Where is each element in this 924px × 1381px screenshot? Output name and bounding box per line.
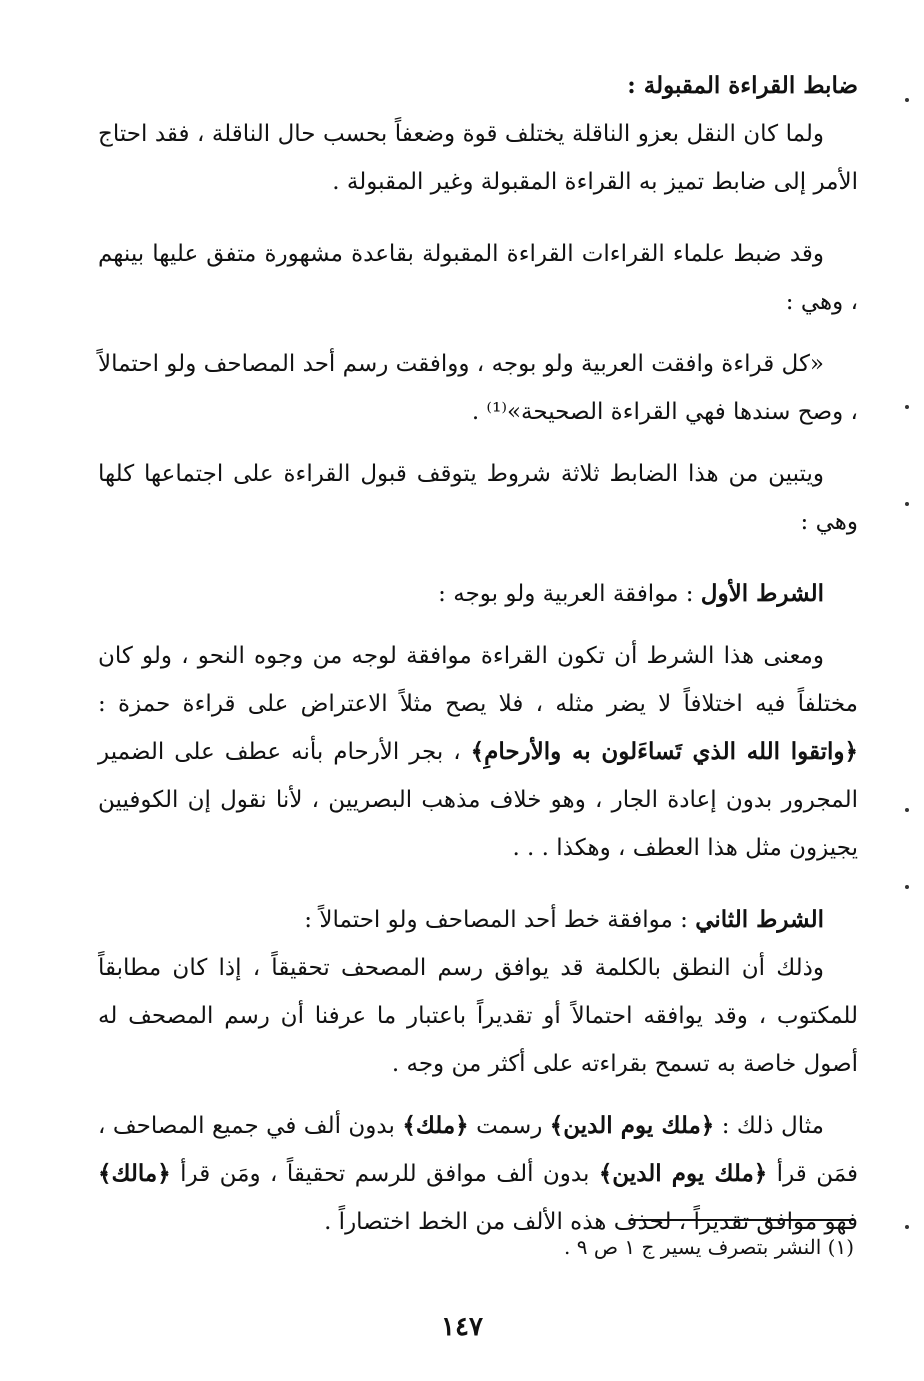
quran-verse: ﴿ملك يوم الدين﴾ bbox=[598, 1160, 768, 1187]
condition-1-heading bbox=[98, 570, 858, 618]
condition-2-title: : موافقة خط أحد المصاحف ولو احتمالاً : bbox=[304, 907, 696, 933]
condition-1-body bbox=[98, 632, 858, 872]
paragraph-rule-intro: وقد ضبط علماء القراءات القراءة المقبولة بقاعدة مشهورة متفق عليها بينهم ، وهي : bbox=[98, 241, 858, 315]
scan-mark bbox=[905, 808, 909, 812]
condition-1-label: الشرط الأول bbox=[700, 580, 824, 607]
quran-verse: ﴿مالك﴾ bbox=[98, 1160, 171, 1187]
page-body bbox=[98, 62, 858, 1246]
condition-2-label: الشرط الثاني bbox=[695, 906, 824, 933]
example-text-4: بدون ألف موافق للرسم تحقيقاً ، ومَن قرأ bbox=[170, 1161, 599, 1187]
condition-1-text-a: ومعنى هذا الشرط أن تكون القراءة موافقة لوجه من وجوه النحو ، ولو كان مختلفاً فيه اختلافاً لا يضر مثله ، فلا يصح مثلاً الاعتراض على قراءة حمزة : bbox=[98, 643, 858, 717]
paragraph-conditions-intro: ويتبين من هذا الضابط ثلاثة شروط يتوقف قبول القراءة على اجتماعها كلها وهي : bbox=[98, 461, 858, 535]
page-number: ١٤٧ bbox=[441, 1312, 483, 1342]
quran-verse: ﴿ملك يوم الدين﴾ bbox=[549, 1112, 715, 1139]
footnote-divider bbox=[630, 1219, 854, 1221]
section-title: ضابط القراءة المقبولة : bbox=[627, 72, 858, 99]
quran-verse: ﴿ملك﴾ bbox=[402, 1112, 469, 1139]
quran-verse: ﴿واتقوا الله الذي تَساءَلون به والأرحامِ﴾ bbox=[470, 738, 858, 765]
scan-mark bbox=[905, 98, 909, 102]
condition-1-text-b: ، بجر الأرحام بأنه عطف على الضمير المجرور بدون إعادة الجار ، وهو خلاف مذهب البصريين ، لأنا نقول إن الكوفيين يجيزون مثل هذا العطف ، وهكذا . . . bbox=[98, 739, 858, 861]
paragraph-intro: ولما كان النقل بعزو الناقلة يختلف قوة وضعفاً بحسب حال الناقلة ، فقد احتاج الأمر إلى ضابط تميز به القراءة المقبولة وغير المقبولة . bbox=[98, 121, 858, 195]
scan-mark bbox=[905, 405, 909, 409]
condition-1-title: : موافقة العربية ولو بوجه : bbox=[438, 581, 701, 607]
example-paragraph bbox=[98, 1102, 858, 1246]
scan-mark bbox=[905, 885, 909, 889]
condition-2-body: وذلك أن النطق بالكلمة قد يوافق رسم المصحف تحقيقاً ، إذا كان مطابقاً للمكتوب ، وقد يوافقه احتمالاً أو تقديراً باعتبار ما عرفنا أن رسم المصحف له أصول خاصة به تسمح بقراءته على أكثر من وجه . bbox=[98, 955, 858, 1077]
footnote: (١) النشر بتصرف يسير ج ١ ص ٩ . bbox=[564, 1235, 854, 1259]
example-text-2: رسمت bbox=[468, 1113, 550, 1139]
paragraph-rule-quote: «كل قراءة وافقت العربية ولو بوجه ، ووافقت رسم أحد المصاحف ولو احتمالاً ، وصح سندها فهي القراءة الصحيحة»⁽¹⁾ . bbox=[98, 351, 858, 425]
condition-2-heading bbox=[98, 896, 858, 944]
scan-mark bbox=[905, 1225, 909, 1229]
example-text-1: مثال ذلك : bbox=[714, 1113, 824, 1139]
example-text-5: فهو موافق تقديراً ، لحذف هذه الألف من الخط اختصاراً . bbox=[324, 1209, 858, 1235]
example-text-3: بدون ألف في جميع المصاحف ، فمَن قرأ bbox=[98, 1113, 858, 1187]
scan-mark bbox=[905, 502, 909, 506]
